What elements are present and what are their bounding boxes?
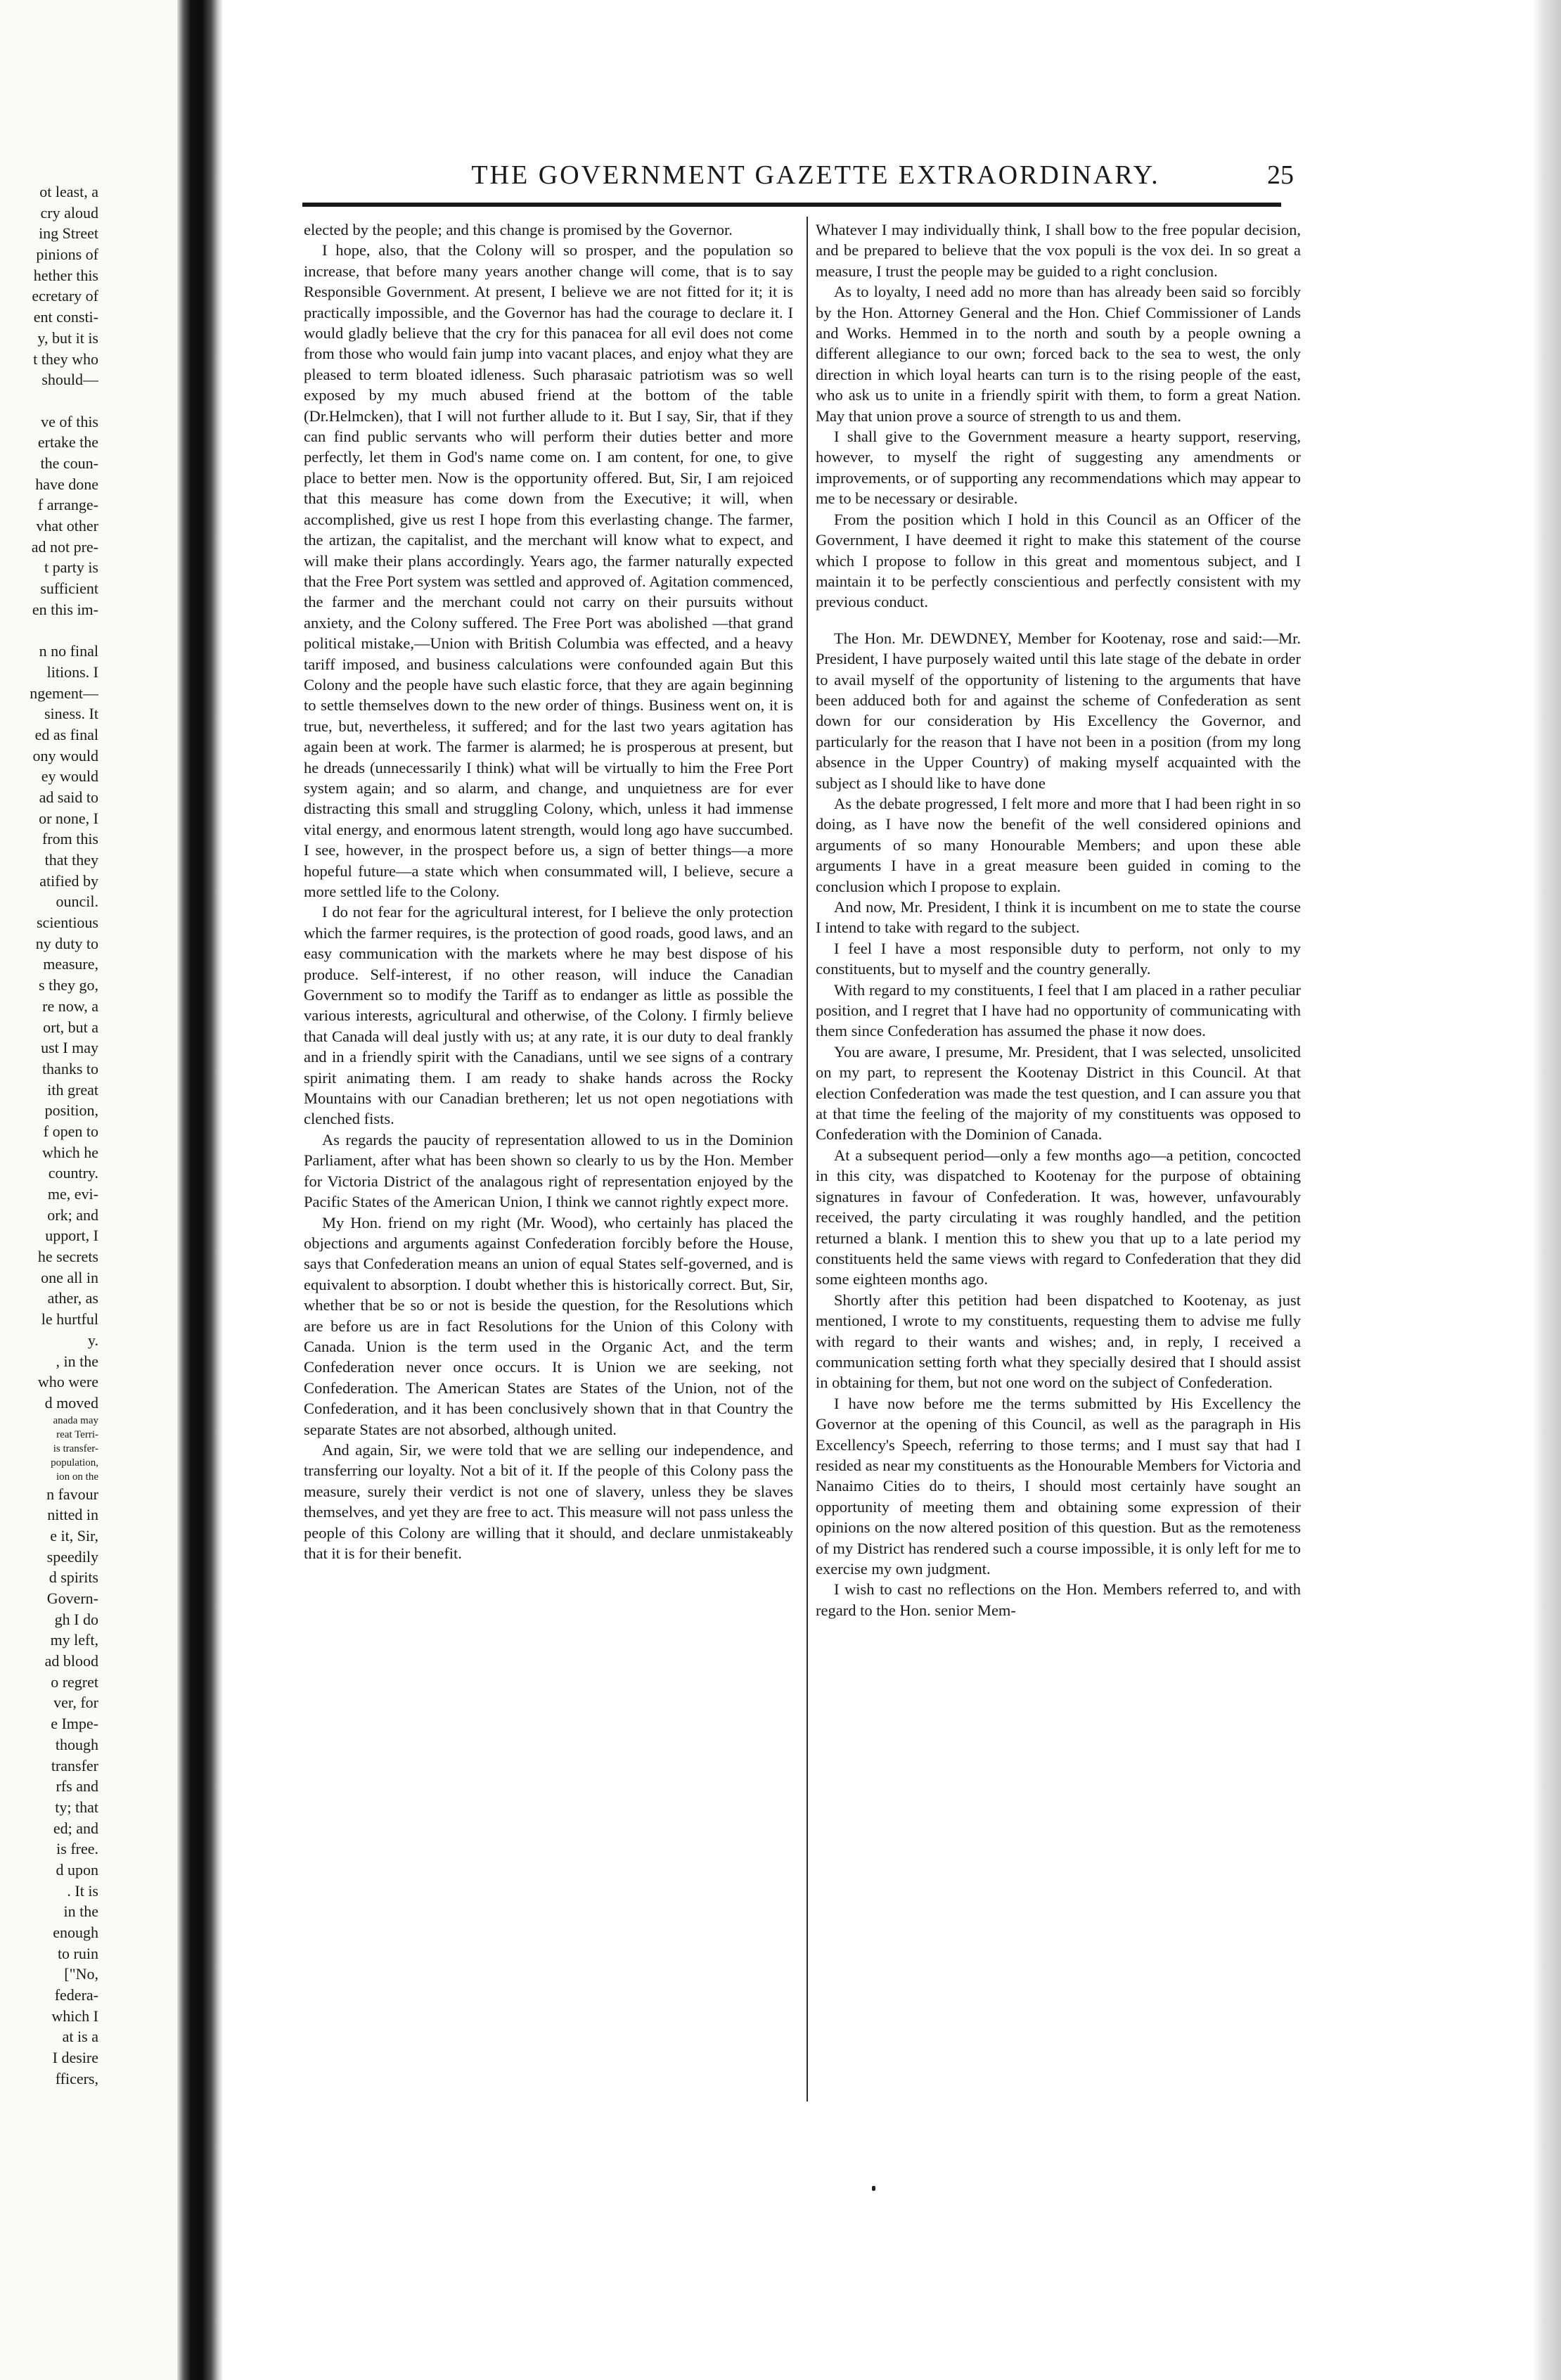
running-title: THE GOVERNMENT GAZETTE EXTRAORDINARY. xyxy=(471,160,1160,190)
facing-page-line: ty; that xyxy=(55,1798,98,1816)
facing-page-line: nitted in xyxy=(47,1506,98,1524)
facing-page-line: ve of this xyxy=(41,412,98,430)
facing-page-line: ed; and xyxy=(53,1819,98,1837)
facing-page-line: d moved xyxy=(44,1393,98,1412)
facing-page-line: ed as final xyxy=(34,725,98,743)
binding-gutter xyxy=(177,0,222,2380)
speech-opening-paragraph: The Hon. Mr. DEWDNEY, Member for Kootenay, rose and said:—Mr. President, I have purposely waited until this late stage of the debate in order to avail myself of the opportunity of listening to the arguments that have been adduced both for and against the scheme of Confederation as sent down for our consideration by His Excellency the Governor, and particularly for the reason that I have not been in a position (from my long absence in the Upper Country) of making myself acquainted with the subject as I should like to have done xyxy=(816,629,1301,792)
paragraph: I do not fear for the agricultural interest, for I believe the only protection which the farmer requires, is the protection of good roads, good laws, and an easy communication with the markets where he may best dispose of his produce. Self-interest, if no other reason, will induce the Canadian Government so to modify the Tariff as to endanger as little as possible the various interests, agricultural and otherwise, of the Colony. I firmly believe that Canada will deal justly with us; at any rate, it is our duty to deal frankly and in a friendly spirit with the Canadians, until we see signs of a contrary spirit animating them. I am ready to shake hands across the Rocky Mountains with our Canadian bretheren; let us not open negotiations with clenched fists. xyxy=(304,903,793,1128)
facing-page-line: o regret xyxy=(51,1672,98,1691)
facing-page-line: federa- xyxy=(54,1986,98,2004)
facing-page-line: ey would xyxy=(41,767,98,786)
facing-page-line: gh I do xyxy=(54,1610,98,1628)
facing-page-line: sufficient xyxy=(40,580,98,598)
facing-page-line: ouncil. xyxy=(56,892,98,911)
facing-page-line: Govern- xyxy=(46,1589,98,1607)
facing-page-line: speedily xyxy=(46,1547,98,1566)
facing-page-line: scientious xyxy=(37,914,98,932)
facing-page-line: ["No, xyxy=(64,1965,98,1983)
paragraph: As regards the paucity of representation allowed to us in the Dominion Parliament, after what has been shown so clearly to us by the Hon. Member for Victoria District of the analagous right of representation enjoyed by the Pacific States of the American Union, I think we cannot rightly expect more. xyxy=(304,1130,793,1211)
facing-page-line: , in the xyxy=(56,1352,98,1370)
paragraph: I shall give to the Government measure a hearty support, reserving, however, to myself the right of suggesting any amendments or improvements, or of supporting any recommendations which may appear to me to be necessary or desirable. xyxy=(816,428,1301,508)
page-number: 25 xyxy=(1267,160,1294,190)
paragraph: Shortly after this petition had been dispatched to Kootenay, as just mentioned, I wrote to my constituents, requesting them to advise me fully with regard to their wants and wishes; and, in reply, I received a communication setting forth what they specially desired that I should assist in obtaining for them, but not one word on the subject of Confederation. xyxy=(816,1291,1301,1392)
facing-page-line: ork; and xyxy=(47,1205,98,1224)
facing-page-line: y. xyxy=(87,1331,98,1349)
facing-page-line: re now, a xyxy=(42,997,98,1015)
facing-page-line: e Impe- xyxy=(51,1715,98,1733)
facing-page-line: ort, but a xyxy=(43,1018,98,1036)
text-column-left xyxy=(304,219,793,2111)
paragraph: As the debate progressed, I felt more and more that I had been right in so doing, as I have now the benefit of the well considered opinions and arguments of so many Honourable Members; and upon these able arguments I have in a great measure been guided in coming to the conclusion which I propose to explain. xyxy=(816,794,1301,895)
facing-page-line: my left, xyxy=(50,1631,98,1649)
facing-page-line: t they who xyxy=(33,350,98,368)
paragraph: elected by the people; and this change is promised by the Governor. xyxy=(304,221,733,238)
paragraph: I have now before me the terms submitted by His Excellency the Governor at the opening of this Council, as well as the paragraph in His Excellency's Speech, referring to those terms; and I must say that had I resided as near my constituents as the Honourable Members for Victoria and Nanaimo Cities do to theirs, I should most certainly have sought an opportunity of meeting them and obtaining some expression of their opinions on the now altered position of this question. But as the remoteness of my District has rendered such a course impossible, it is only left for me to exercise my own judgment. xyxy=(816,1394,1301,1578)
facing-page-line: population, xyxy=(51,1457,98,1469)
facing-page-line: position, xyxy=(44,1101,98,1120)
facing-page-line: me, evi- xyxy=(47,1185,98,1203)
facing-page-line: litions. I xyxy=(46,663,98,681)
facing-page-line: ent consti- xyxy=(33,308,98,326)
facing-page-line: which he xyxy=(41,1143,98,1161)
paragraph: You are aware, I presume, Mr. President, that I was selected, unsolicited on my part, to represent the Kootenay District in this Council. At that election Confederation was made the test question, and I can assure you that at that time the feeling of the majority of my constituents was opposed to Confederation with the Dominion of Canada. xyxy=(816,1042,1301,1144)
facing-page-line: fficers, xyxy=(55,2069,98,2087)
facing-page-line: ing Street xyxy=(39,224,98,243)
facing-page-line: d upon xyxy=(56,1860,98,1879)
facing-page-line: ad blood xyxy=(44,1652,98,1670)
facing-page-line: ertake the xyxy=(37,433,98,452)
ink-speck xyxy=(872,2186,875,2191)
facing-page-line: hether this xyxy=(33,266,98,284)
facing-page-line: should— xyxy=(41,371,98,389)
facing-page-line: upport, I xyxy=(45,1227,98,1245)
paragraph: Whatever I may individually think, I shall bow to the free popular decision, and be prepared to believe that the vox populi is the vox dei. In so great a measure, I trust the people may be guided to a right conclusion. xyxy=(816,221,1301,280)
facing-page-line: is free. xyxy=(56,1840,98,1858)
facing-page-line: pinions of xyxy=(36,245,98,264)
facing-page-line: that they xyxy=(44,851,98,869)
facing-page-line: I desire xyxy=(52,2049,98,2067)
facing-page-line: ny duty to xyxy=(35,934,98,952)
facing-page-line: e it, Sir, xyxy=(50,1526,98,1544)
facing-page-line: f open to xyxy=(43,1122,98,1140)
facing-page-line: is transfer- xyxy=(53,1442,98,1454)
facing-page-line: en this im- xyxy=(32,600,98,618)
facing-page-line: thanks to xyxy=(41,1059,98,1077)
facing-page-line: ad not pre- xyxy=(31,537,98,556)
facing-page-line: measure, xyxy=(43,955,98,973)
paragraph: From the position which I hold in this Council as an Officer of the Government, I have deemed it right to make this statement of the course which I propose to follow in this great and momentous subject, and I maintain it to be perfectly conscientious and perfectly consistent with my previous conduct. xyxy=(816,510,1301,611)
page-edge xyxy=(1533,0,1561,2380)
facing-page-line: though xyxy=(55,1735,98,1753)
facing-page-line: d spirits xyxy=(49,1568,98,1587)
facing-page-line: n favour xyxy=(46,1485,98,1503)
facing-page-line: n no final xyxy=(39,642,98,660)
paragraph: I hope, also, that the Colony will so prosper, and the population so increase, that before many years another change will come, that is to say Responsible Government. At present, I believe we are not fitted for it; it is practically impossible, and the Governor has had the courage to declare it. I would gladly believe that the cry for this panacea for all evil does not come from those who would fain jump into vacant places, and enjoy what they are pleased to term bloated idleness. Such pharasaic patriotism was so well exposed by my much abused friend at the bottom of the table (Dr.Helmcken), that I will not further allude to it. But I say, Sir, that if they can find public servants who will perform their duties better and more perfectly, let them in God's name come on. I am content, for one, to give place to better men. Now is the opportunity offered. But, Sir, I am rejoiced that this measure has come down from the Executive; it will, when accomplished, give us rest I hope from this everlasting change. The farmer, the artizan, the capitalist, and the merchant will know what to expect, and will make their plans accordingly. Years ago, the farmer naturally expected that the Free Port system was settled and approved of. Agitation commenced, the farmer and the merchant could not carry on their pursuits without anxiety, and the Colony suffered. The Free Port was abolished —that grand political mistake,—Union with British Columbia was effected, and a heavy tariff imposed, and business calculations were confounded again But this Colony and the people have such elastic force, that they are again beginning to settle themselves down to the new order of things. Business went on, it is true, but, nevertheless, it suffered; and for the last two years agitation has again been at work. The farmer is alarmed; he is prosperous at present, but he dreads (unnecessarily I think) what will be virtually to him the Free Port system again; and so alarm, and change, and unquietness are for ever distracting this small and struggling Colony, which, unless it had immense vital energy, and enormous latent strength, would long ago have succumbed. I see, however, in the prospect before us, a sign of better things—a more hopeful future—a state which when consummated will, I believe, secure a more settled life to the Colony. xyxy=(304,241,793,900)
facing-page-line: transfer xyxy=(51,1756,98,1774)
facing-page-line: reat Terri- xyxy=(56,1428,98,1440)
facing-page-fragment xyxy=(0,0,184,2380)
facing-page-line: who were xyxy=(37,1373,98,1391)
facing-page-line: to ruin xyxy=(57,1944,98,1962)
facing-page-line: cry aloud xyxy=(40,203,98,222)
paragraph: As to loyalty, I need add no more than has already been said so forcibly by the Hon. Attorney General and the Hon. Chief Commissioner of Lands and Works. Hemmed in to the north and south by a people owning a different allegiance to our own; forced back to the sea to west, the only direction in which loyal hearts can turn is to the rising people of the east, who ask us to unite in a friendly spirit with them, to form a great Nation. May that union prove a source of strength to us and them. xyxy=(816,283,1301,425)
paragraph: At a subsequent period—only a few months ago—a petition, concocted in this city, was dispatched to Kootenay for the purpose of obtaining signatures in favour of Confederation. It was, however, unfavourably received, the party circulating it was roughly handled, and the petition returned a blank. I mention this to shew you that up to a late period my constituents held the same views with regard to Confederation that they did some eighteen months ago. xyxy=(816,1146,1301,1288)
paragraph: And again, Sir, we were told that we are selling our independence, and transferring our loyalty. Not a bit of it. If the people of this Colony pass the measure, surely their verdict is not one of slavery, unless they be slaves themselves, and yet they are free to act. This measure will not pass unless the people of this Colony are willing that it should, and declare unmistakeably that it is for their benefit. xyxy=(304,1440,793,1562)
facing-page-line: ngement— xyxy=(30,684,98,702)
facing-page-line: siness. It xyxy=(44,705,98,723)
facing-page-line: anada may xyxy=(53,1414,98,1426)
facing-page-line: country. xyxy=(48,1164,98,1182)
paragraph: My Hon. friend on my right (Mr. Wood), who certainly has placed the objections and arguments against Confederation forcibly before the House, says that Confederation means an union of equal States self-governed, and is equivalent to absorption. I doubt whether this is historically correct. But, Sir, whether that be so or not is beside the question, for the Resolutions which are before us are in fact Resolutions for the Union of this Colony with Canada. Union is the term used in the Organic Act, and the term Confederation never once occurs. It is Union we are seeking, not Confederation. The American States are States of the Union, not of the Confederation, and it has been conclusively shown that in that Country the separate States are not absorbed, although united. xyxy=(304,1213,793,1438)
facing-page-line: the coun- xyxy=(40,454,98,472)
facing-page-line: t party is xyxy=(44,558,98,577)
facing-page-line: enough xyxy=(53,1924,98,1941)
facing-page-line: ecretary of xyxy=(32,287,98,305)
facing-page-line: ot least, a xyxy=(39,183,98,200)
paragraph: With regard to my constituents, I feel that I am placed in a rather peculiar position, and I regret that I have had no opportunity of communicating with them since Confederation has assumed the phase it now does. xyxy=(816,980,1301,1040)
facing-page-line: atified by xyxy=(39,871,98,890)
facing-page-line: vhat other xyxy=(36,517,98,535)
paragraph: And now, Mr. President, I think it is incumbent on me to state the course I intend to take with regard to the subject. xyxy=(816,898,1301,937)
facing-page-text xyxy=(0,181,98,2090)
facing-page-line: f arrange- xyxy=(37,496,98,514)
facing-page-line: he secrets xyxy=(37,1248,98,1266)
paragraph: I feel I have a most responsible duty to perform, not only to my constituents, but to myself and the country generally. xyxy=(816,939,1301,978)
facing-page-line: ony would xyxy=(32,746,98,764)
page-header xyxy=(295,158,1294,196)
column-divider xyxy=(807,217,808,2101)
facing-page-line: have done xyxy=(35,475,98,493)
facing-page-line: . It is xyxy=(67,1881,98,1900)
text-column-right xyxy=(816,219,1301,2111)
facing-page-line: ust I may xyxy=(41,1039,98,1057)
facing-page-line: ith great xyxy=(47,1080,98,1099)
header-rule xyxy=(302,203,1281,207)
facing-page-line: ver, for xyxy=(53,1694,98,1712)
facing-page-line: rfs and xyxy=(56,1777,98,1796)
facing-page-line: s they go, xyxy=(39,976,98,994)
facing-page-line: ad said to xyxy=(39,788,98,806)
facing-page-line: at is a xyxy=(62,2028,98,2046)
facing-page-line: which I xyxy=(51,2007,98,2025)
facing-page-line: ion on the xyxy=(56,1471,98,1483)
facing-page-line: from this xyxy=(41,830,98,848)
paragraph: I wish to cast no reflections on the Hon. Members referred to, and with regard to the Hon. senior Mem- xyxy=(816,1580,1301,1619)
facing-page-line: le hurtful xyxy=(41,1310,98,1329)
facing-page-line xyxy=(0,390,98,411)
facing-page-line: ather, as xyxy=(47,1289,98,1307)
facing-page-line: in the xyxy=(63,1902,98,1921)
facing-page-line: or none, I xyxy=(39,809,98,827)
facing-page-line: one all in xyxy=(41,1268,98,1286)
facing-page-line: y, but it is xyxy=(37,328,98,347)
facing-page-line xyxy=(0,620,98,641)
